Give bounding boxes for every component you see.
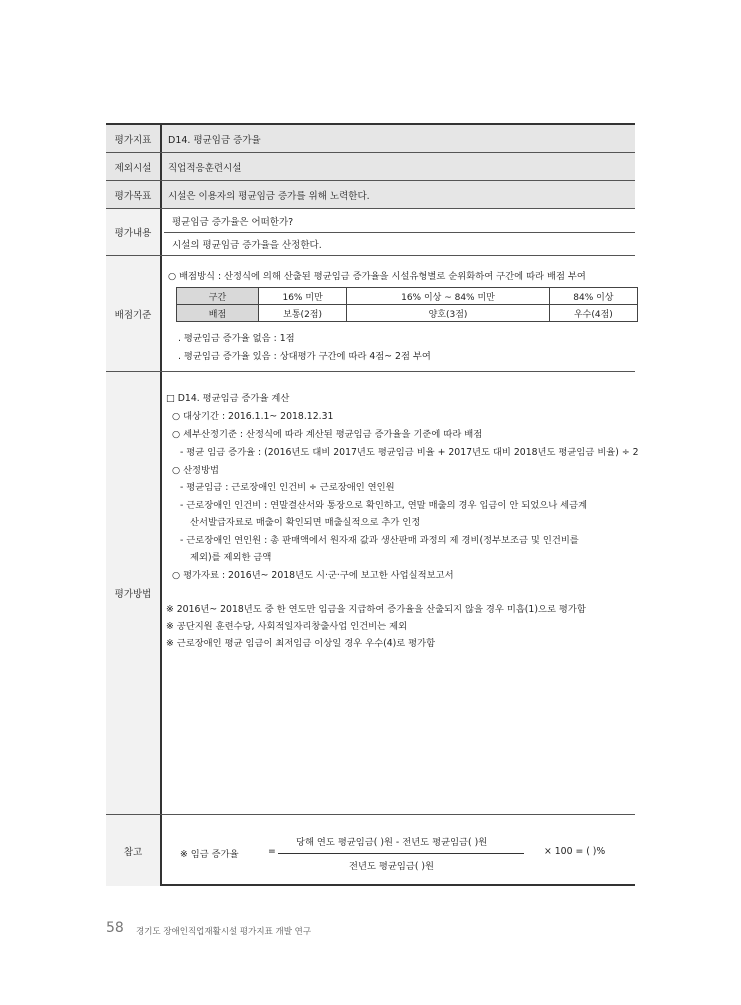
label-reference: 참고 [106,815,162,886]
method-note: ※ 공단지원 훈련수당, 사회적일자리창출사업 인건비는 제외 [166,621,408,632]
score-low: 보통(2점) [259,305,347,322]
content-question: 평균임금 증가율은 어떠한가? [164,209,635,233]
method-line: - 근로장애인 연인원 : 총 판매액에서 원자재 값과 생산판매 과정의 제 경비(정부보조금 및 인건비를 [180,535,579,546]
criteria-cell [164,256,635,371]
formula-equals: = [268,846,276,857]
row-reference [106,815,635,886]
method-line: ○ 대상기간 : 2016.1.1~ 2018.12.31 [172,411,334,422]
method-line: ○ 세부산정기준 : 산정식에 따라 계산된 평균임금 증가율을 기준에 따라 배점 [172,429,483,440]
method-line: ○ 평가자료 : 2016년~ 2018년도 시·군·구에 보고한 사업실적보고서 [172,570,454,581]
row-method [106,372,639,815]
score-table-score-row [177,305,638,322]
formula-prefix: ※ 임금 증가율 [180,849,239,860]
page-number: 58 [106,920,124,936]
row-content [106,209,635,256]
value-indicator: D14. 평균임금 증가율 [168,134,261,146]
score-mid: 양호(3점) [347,305,550,322]
content-cell [164,209,635,255]
row-exclusion [106,153,635,181]
criteria-note-1: . 평균임금 증가율 없음 : 1점 [178,333,295,344]
method-note: ※ 2016년~ 2018년도 중 한 연도만 임금을 지급하여 증가율을 산출되지 않을 경우 미흡(1)으로 평가함 [166,604,586,615]
label-criteria: 배점기준 [106,256,162,371]
label-indicator: 평가지표 [106,125,162,152]
formula-numerator: 당해 연도 평균임금( )원 - 전년도 평균임금( )원 [296,837,488,848]
row-goal [106,181,635,209]
formula-suffix: × 100 = ( )% [544,846,606,857]
range-mid: 16% 이상 ~ 84% 미만 [347,288,550,305]
value-goal: 시설은 이용자의 평균임금 증가를 위해 노력한다. [168,190,370,202]
evaluation-sheet [106,123,639,886]
method-line: ○ 산정방법 [172,465,219,476]
method-note: ※ 근로장애인 평균 임금이 최저임금 이상일 경우 우수(4)로 평가함 [166,638,436,649]
range-high: 84% 이상 [549,288,637,305]
label-goal: 평가목표 [106,181,162,208]
score-table [176,287,638,322]
report-title: 경기도 장애인직업재활시설 평가지표 개발 연구 [136,927,312,937]
score-high: 우수(4점) [549,305,637,322]
row-criteria [106,256,635,372]
wage-growth-formula [164,815,635,886]
method-line: - 평균 임금 증가율 : (2016년도 대비 2017년도 평균임금 비율 + 2017년도 대비 2018년도 평균임금 비율) ÷ 2 [180,447,639,458]
row-indicator [106,125,635,153]
range-header: 구간 [177,288,259,305]
score-table-range-row [177,288,638,305]
method-line: - 평균임금 : 근로장애인 인건비 ÷ 근로장애인 연인원 [180,482,395,493]
fraction-bar [278,853,524,854]
method-line: 산서발급자료로 매출이 확인되면 매출실적으로 추가 인정 [190,517,421,528]
method-line: - 근로장애인 인건비 : 연말결산서와 통장으로 확인하고, 연말 매출의 경우 입금이 안 되었으나 세금계 [180,500,588,511]
label-content: 평가내용 [106,209,162,255]
formula-denominator: 전년도 평균임금( )원 [349,861,435,872]
method-line: 제외)를 제외한 금액 [190,552,272,563]
score-header: 배점 [177,305,259,322]
label-exclusion: 제외시설 [106,153,162,180]
reference-cell [164,815,635,886]
criteria-method: ○ 배점방식 : 산정식에 의해 산출된 평균임금 증가율을 시설유형별로 순위화하여 구간에 따라 배점 부여 [168,271,586,282]
range-low: 16% 미만 [259,288,347,305]
content-statement: 시설의 평균임금 증가율을 산정한다. [172,240,322,251]
criteria-note-2: . 평균임금 증가율 있음 : 상대평가 구간에 따라 4점~ 2점 부여 [178,351,431,362]
value-exclusion: 직업적응훈련시설 [168,162,242,174]
method-cell [164,372,639,814]
method-line: □ D14. 평균임금 증가율 계산 [166,393,290,404]
label-method: 평가방법 [106,372,162,814]
